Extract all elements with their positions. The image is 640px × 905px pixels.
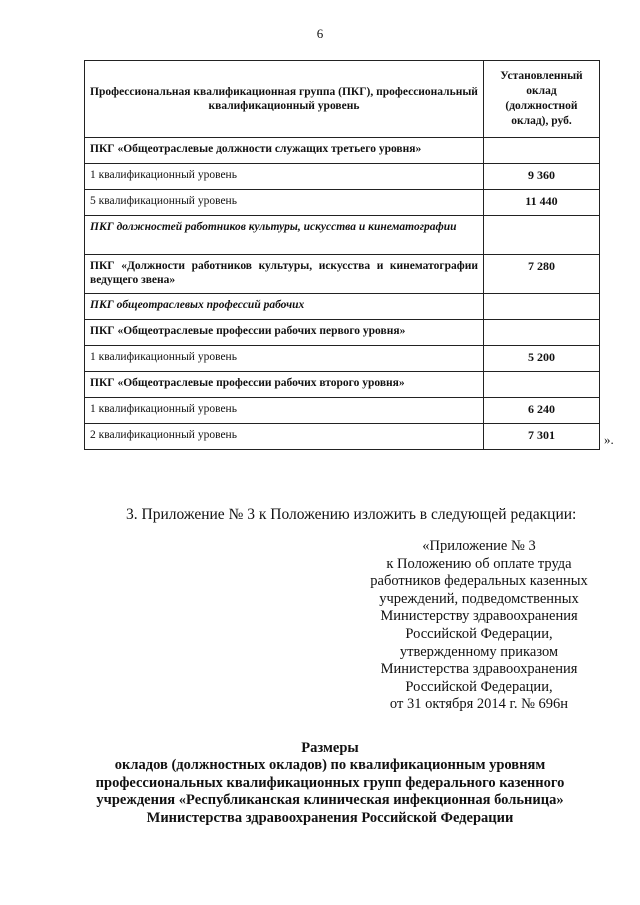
table-row [85,346,600,372]
table-row [85,138,600,164]
row-value: 9 360 [483,164,599,190]
appendix-line: Российской Федерации, [405,678,553,695]
table-row [85,398,600,424]
appendix-line: Российской Федерации, [405,625,553,642]
title-line: учреждения «Республиканская клиническая инфекционная больница» [96,792,564,809]
title-line: Министерства здравоохранения Российской Федерации [146,809,514,826]
closing-quote: ». [604,432,614,447]
document-title [70,740,590,827]
paragraph-3: 3. Приложение № 3 к Положению изложить в следующей редакции: [126,506,577,523]
table-row [85,424,600,450]
row-value [483,138,599,164]
appendix-line: к Положению об оплате труда [386,555,572,572]
title-line: профессиональных квалификационных групп федерального казенного [95,774,565,791]
row-value [483,216,599,255]
table-row [85,294,600,320]
title-line: окладов (должностных окладов) по квалификационным уровням [114,757,546,774]
table-row [85,164,600,190]
header-salary: Установленный оклад (должностной оклад), руб. [483,61,599,138]
table-row [85,255,600,294]
row-value: 7 280 [483,255,599,294]
row-label: 1 квалификационный уровень [85,398,484,424]
row-label: 5 квалификационный уровень [85,190,484,216]
appendix-line: учреждений, подведомственных [379,590,579,607]
appendix-line: Министерству здравоохранения [380,608,578,625]
appendix-heading [352,538,606,714]
row-label: 1 квалификационный уровень [85,164,484,190]
row-label: 1 квалификационный уровень [85,346,484,372]
table-row [85,320,600,346]
row-label: 2 квалификационный уровень [85,424,484,450]
row-label: ПКГ общеотраслевых профессий рабочих [85,294,484,320]
row-label: ПКГ «Должности работников культуры, искусства и кинематографии ведущего звена» [85,255,484,294]
row-label: ПКГ «Общеотраслевые профессии рабочих первого уровня» [85,320,484,346]
table-header-row [85,61,600,138]
row-value [483,372,599,398]
salary-table [84,60,600,450]
page-number: 6 [316,26,324,41]
table-row [85,372,600,398]
row-value [483,320,599,346]
header-group-level: Профессиональная квалификационная группа (ПКГ), профессиональный квалификационный уровень [85,61,484,138]
row-value: 6 240 [483,398,599,424]
row-value: 7 301 [483,424,599,450]
appendix-line: утвержденному приказом [399,643,559,660]
appendix-line: от 31 октября 2014 г. № 696н [389,696,569,713]
appendix-line: работников федеральных казенных [370,573,588,590]
row-value [483,294,599,320]
appendix-line: Министерства здравоохранения [380,661,578,678]
title-line: Размеры [301,740,359,756]
appendix-line: «Приложение № 3 [422,538,536,554]
table-row [85,216,600,255]
row-label: ПКГ «Общеотраслевые профессии рабочих второго уровня» [85,372,484,398]
table-row [85,190,600,216]
row-label: ПКГ «Общеотраслевые должности служащих третьего уровня» [85,138,484,164]
row-value: 5 200 [483,346,599,372]
row-label: ПКГ должностей работников культуры, искусства и кинематографии [85,216,484,255]
row-value: 11 440 [483,190,599,216]
